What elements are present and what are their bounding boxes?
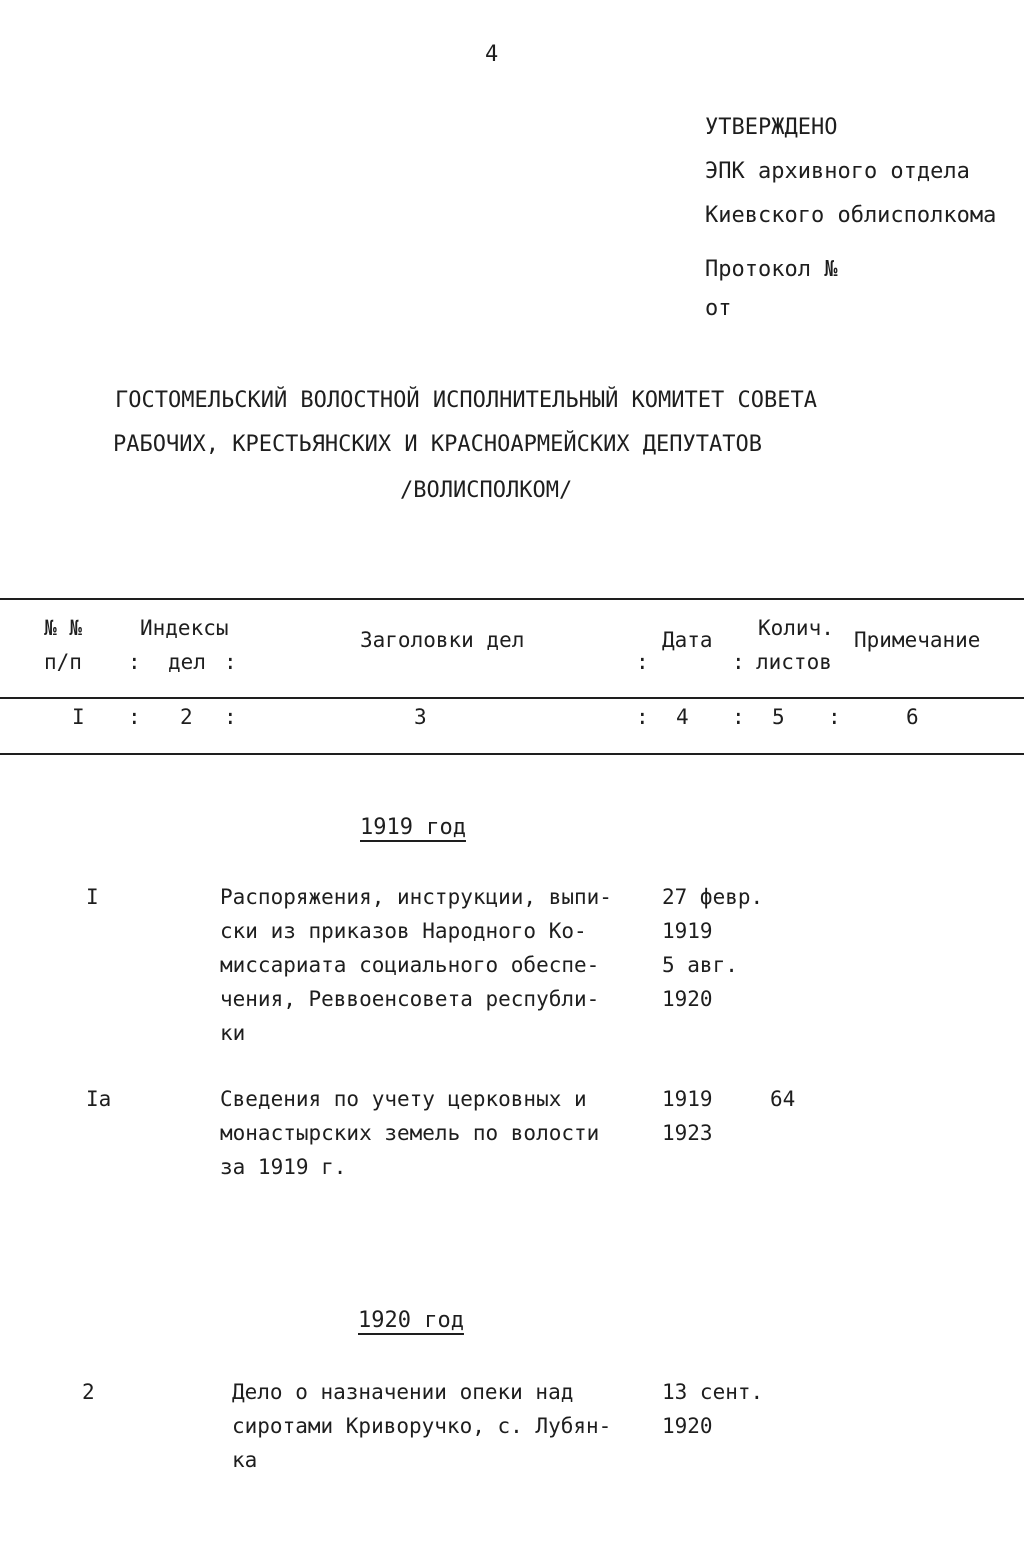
document-title-line-1: ГОСТОМЕЛЬСКИЙ ВОЛОСТНОЙ ИСПОЛНИТЕЛЬНЫЙ КОМИТЕТ СОВЕТА <box>115 388 817 413</box>
entry-date <box>662 1082 713 1150</box>
entry-date-line: 1920 <box>662 1414 713 1438</box>
entry-title-line: Сведения по учету церковных и <box>220 1087 587 1111</box>
header-notes: Примечание <box>854 628 981 652</box>
colnum-3: 3 <box>414 705 427 729</box>
colnum-4: 4 <box>676 705 689 729</box>
table-bottom-rule <box>0 753 1024 755</box>
entry-date <box>662 1375 763 1443</box>
entry-title-line: Распоряжения, инструкции, выпи- <box>220 885 612 909</box>
approval-from: от <box>705 296 732 321</box>
entry-number: 2 <box>82 1380 95 1404</box>
entry-title-line: сиротами Криворучко, с. Лубян- <box>232 1414 612 1438</box>
approval-line-2: ЭПК архивного отдела <box>705 159 970 184</box>
header-num-1: № № <box>44 616 82 640</box>
colnum-sep-c: : <box>636 705 649 729</box>
header-titles: Заголовки дел <box>360 628 525 652</box>
entry-title-line: ка <box>232 1448 258 1472</box>
entry-title-line: ки <box>220 1021 246 1045</box>
colnum-6: 6 <box>906 705 919 729</box>
entry-title <box>220 880 612 1050</box>
entry-title-line: миссариата социального обеспе- <box>220 953 600 977</box>
colnum-2: 2 <box>180 705 193 729</box>
header-date: Дата <box>662 628 713 652</box>
header-sheets-2: листов <box>756 650 832 674</box>
colnum-sep-b: : <box>224 705 237 729</box>
entry-date <box>662 880 763 1016</box>
document-title-line-3: /ВОЛИСПОЛКОМ/ <box>400 478 573 503</box>
entry-title-line: Дело о назначении опеки над <box>232 1380 574 1404</box>
colnum-sep-d: : <box>732 705 745 729</box>
header-sep-d: : <box>732 650 745 674</box>
page-number: 4 <box>485 42 499 67</box>
colnum-sep-a: : <box>128 705 141 729</box>
header-index-1: Индексы <box>140 616 229 640</box>
entry-date-line: 27 февр. <box>662 885 764 909</box>
entry-title <box>220 1082 599 1184</box>
year-heading-1920: 1920 год <box>358 1308 464 1333</box>
entry-date-line: 1919 <box>662 1087 713 1111</box>
entry-date-line: 13 сент. <box>662 1380 764 1404</box>
header-sep-a: : <box>128 650 141 674</box>
entry-title-line: чения, Реввоенсовета республи- <box>220 987 600 1011</box>
approval-stamp <box>705 106 996 326</box>
table-mid-rule <box>0 697 1024 699</box>
approval-protocol: Протокол № <box>705 257 838 282</box>
entry-sheets: 64 <box>770 1087 796 1111</box>
year-heading-1919: 1919 год <box>360 815 466 840</box>
table-top-rule <box>0 598 1024 600</box>
header-num-2: п/п <box>44 650 82 674</box>
entry-date-line: 1919 <box>662 919 713 943</box>
colnum-sep-e: : <box>828 705 841 729</box>
colnum-5: 5 <box>772 705 785 729</box>
entry-date-line: 5 авг. <box>662 953 738 977</box>
entry-title <box>232 1375 611 1477</box>
entry-title-line: ски из приказов Народного Ко- <box>220 919 587 943</box>
header-sep-c: : <box>636 650 649 674</box>
entry-number: Iа <box>86 1087 112 1111</box>
approval-line-1: УТВЕРЖДЕНО <box>705 115 838 140</box>
header-index-2: дел <box>168 650 206 674</box>
document-title-line-2: РАБОЧИХ, КРЕСТЬЯНСКИХ И КРАСНОАРМЕЙСКИХ ДЕПУТАТОВ <box>113 432 763 457</box>
approval-line-3: Киевского облисполкома <box>705 203 997 228</box>
header-sheets-1: Колич. <box>758 616 834 640</box>
header-sep-b: : <box>224 650 237 674</box>
entry-title-line: монастырских земель по волости <box>220 1121 600 1145</box>
entry-number: I <box>86 885 99 909</box>
entry-title-line: за 1919 г. <box>220 1155 347 1179</box>
entry-date-line: 1920 <box>662 987 713 1011</box>
entry-date-line: 1923 <box>662 1121 713 1145</box>
colnum-1: I <box>72 705 85 729</box>
